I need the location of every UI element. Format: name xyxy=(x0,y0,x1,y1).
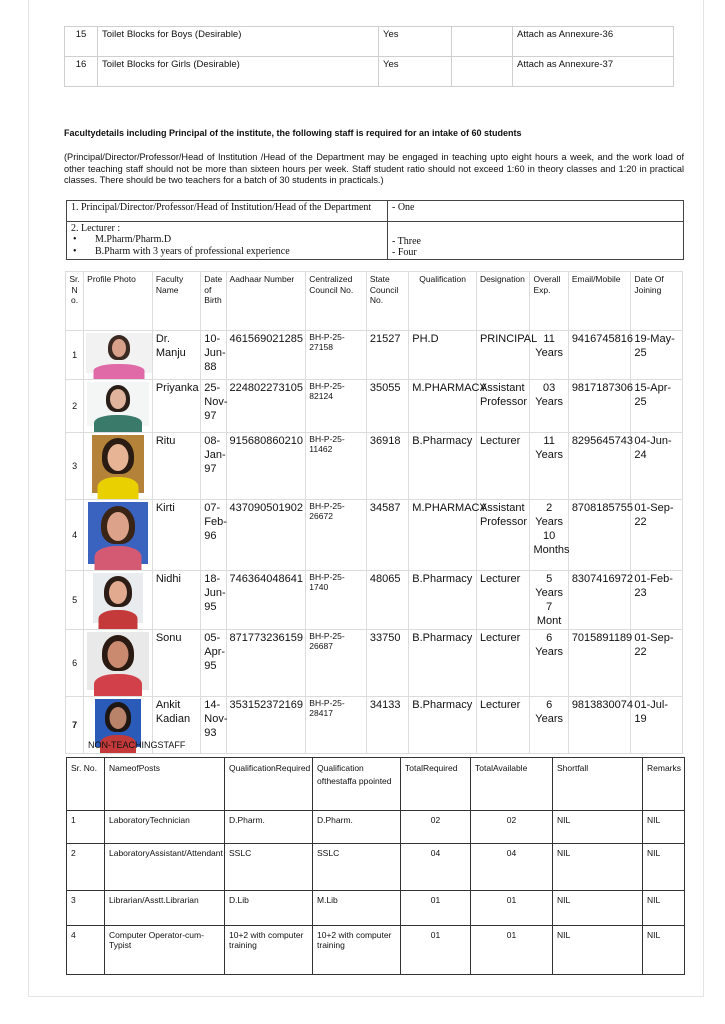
qualification: B.Pharmacy xyxy=(409,630,477,697)
qualification-required: 10+2 with computer training xyxy=(225,926,313,975)
header-contact: Email/Mobile xyxy=(568,272,631,331)
aadhaar-number: 224802273105 xyxy=(226,380,306,433)
aadhaar-number: 461569021285 xyxy=(226,331,306,380)
total-available: 04 xyxy=(471,844,553,891)
photo-clothing xyxy=(98,477,139,499)
photo-face xyxy=(107,512,129,541)
email-mobile: 9817187306 xyxy=(568,380,631,433)
centralized-council-number: BH-P-25-26687 xyxy=(306,630,367,697)
requirement-principal-count: - One xyxy=(388,201,684,222)
post-name: LaboratoryTechnician xyxy=(105,811,225,844)
aadhaar-number: 915680860210 xyxy=(226,433,306,500)
table-row xyxy=(67,222,684,260)
total-available: 02 xyxy=(471,811,553,844)
header-shortfall: Shortfall xyxy=(553,758,643,811)
date-of-joining: 01-Feb-23 xyxy=(631,571,683,630)
profile-photo xyxy=(88,502,148,564)
centralized-council-number: BH-P-25-82124 xyxy=(306,380,367,433)
non-teaching-table-body xyxy=(67,811,685,975)
table-row xyxy=(66,571,683,630)
row-number: 6 xyxy=(66,630,84,697)
date-of-birth: 25-Nov-97 xyxy=(201,380,226,433)
post-name: Librarian/Asstt.Librarian xyxy=(105,891,225,926)
profile-photo-cell xyxy=(84,331,153,380)
facility-status: Yes xyxy=(379,27,452,57)
header-name: Faculty Name xyxy=(152,272,200,331)
date-of-birth: 10-Jun-88 xyxy=(201,331,226,380)
photo-face xyxy=(108,444,129,471)
row-number: 1 xyxy=(67,811,105,844)
header-total-available: TotalAvailable xyxy=(471,758,553,811)
requirement-principal: 1. Principal/Director/Professor/Head of Institution/Head of the Department xyxy=(67,201,388,222)
overall-experience: 6 Years xyxy=(530,630,568,697)
aadhaar-number: 353152372169 xyxy=(226,697,306,754)
overall-experience: 5 Years 7 Mont xyxy=(530,571,568,630)
qualification-required: D.Lib xyxy=(225,891,313,926)
overall-experience: 6 Years xyxy=(530,697,568,754)
qualification: M.PHARMACY xyxy=(409,380,477,433)
email-mobile: 8307416972 xyxy=(568,571,631,630)
non-teaching-heading: NON-TEACHINGSTAFF xyxy=(88,740,186,750)
date-of-birth: 14-Nov-93 xyxy=(201,697,226,754)
post-name: Computer Operator-cum-Typist xyxy=(105,926,225,975)
post-name: LaboratoryAssistant/Attendant xyxy=(105,844,225,891)
centralized-council-number: BH-P-25-11462 xyxy=(306,433,367,500)
facilities-table xyxy=(64,26,674,87)
photo-face xyxy=(110,707,127,729)
centralized-council-number: BH-P-25-1740 xyxy=(306,571,367,630)
row-number: 15 xyxy=(65,27,98,57)
requirement-lecturer-title: 2. Lecturer : xyxy=(71,223,121,234)
overall-experience: 11 Years xyxy=(530,331,568,380)
requirement-lecturer xyxy=(67,222,388,260)
table-row xyxy=(66,331,683,380)
header-qualification: Qualification xyxy=(409,272,477,331)
header-total-required: TotalRequired xyxy=(401,758,471,811)
designation: PRINCIPAL xyxy=(476,331,530,380)
empty-cell xyxy=(452,27,513,57)
header-designation: Designation xyxy=(476,272,530,331)
profile-photo xyxy=(92,435,144,493)
header-council: Centralized Council No. xyxy=(306,272,367,331)
header-qualification-appointed: Qualification ofthestaffa ppointed xyxy=(313,758,401,811)
state-council-number: 36918 xyxy=(366,433,408,500)
email-mobile: 7015891189 xyxy=(568,630,631,697)
qualification: B.Pharmacy xyxy=(409,433,477,500)
qualification-appointed: D.Pharm. xyxy=(313,811,401,844)
profile-photo-cell xyxy=(84,630,153,697)
centralized-council-number: BH-P-25-28417 xyxy=(306,697,367,754)
aadhaar-number: 871773236159 xyxy=(226,630,306,697)
shortfall: NIL xyxy=(553,891,643,926)
qualification-appointed: 10+2 with computer training xyxy=(313,926,401,975)
photo-clothing xyxy=(94,364,145,379)
empty-cell xyxy=(452,57,513,87)
requirement-lecturer-count xyxy=(388,222,684,260)
row-number: 3 xyxy=(67,891,105,926)
state-council-number: 34133 xyxy=(366,697,408,754)
table-row xyxy=(66,380,683,433)
aadhaar-number: 437090501902 xyxy=(226,500,306,571)
overall-experience: 03 Years xyxy=(530,380,568,433)
date-of-joining: 01-Sep-22 xyxy=(631,500,683,571)
qualification-required: SSLC xyxy=(225,844,313,891)
photo-face xyxy=(108,641,129,668)
faculty-name: Kirti xyxy=(152,500,200,571)
date-of-joining: 01-Jul-19 xyxy=(631,697,683,754)
profile-photo-cell xyxy=(84,380,153,433)
faculty-section-heading: Facultydetails including Principal of the institute, the following staff is required for an intake of 60 students xyxy=(64,128,522,138)
total-required: 02 xyxy=(401,811,471,844)
qualification: PH.D xyxy=(409,331,477,380)
header-doj: Date Of Joining xyxy=(631,272,683,331)
date-of-joining: 15-Apr-25 xyxy=(631,380,683,433)
photo-clothing xyxy=(95,546,142,570)
profile-photo-cell xyxy=(84,433,153,500)
table-row xyxy=(67,201,684,222)
photo-face xyxy=(110,389,126,409)
aadhaar-number: 746364048641 xyxy=(226,571,306,630)
email-mobile: 9813830074 xyxy=(568,697,631,754)
facility-remark: Attach as Annexure-36 xyxy=(513,27,674,57)
profile-photo-cell xyxy=(84,500,153,571)
shortfall: NIL xyxy=(553,844,643,891)
table-header-row xyxy=(67,758,685,811)
faculty-table-body xyxy=(66,331,683,754)
table-row xyxy=(67,926,685,975)
photo-face xyxy=(112,339,126,357)
designation: Lecturer xyxy=(476,697,530,754)
non-teaching-table xyxy=(66,757,685,975)
profile-photo xyxy=(87,632,149,690)
state-council-number: 33750 xyxy=(366,630,408,697)
qualification: B.Pharmacy xyxy=(409,697,477,754)
faculty-name: Dr. Manju xyxy=(152,331,200,380)
state-council-number: 34587 xyxy=(366,500,408,571)
row-number: 4 xyxy=(66,500,84,571)
table-row xyxy=(66,630,683,697)
requirement-count-three: - Three xyxy=(392,236,421,247)
email-mobile: 8708185755 xyxy=(568,500,631,571)
table-header-row xyxy=(66,272,683,331)
header-aadhaar: Aadhaar Number xyxy=(226,272,306,331)
photo-clothing xyxy=(94,415,142,432)
facility-status: Yes xyxy=(379,57,452,87)
profile-photo xyxy=(93,573,143,623)
qualification-appointed: SSLC xyxy=(313,844,401,891)
date-of-birth: 18-Jun-95 xyxy=(201,571,226,630)
state-council-number: 35055 xyxy=(366,380,408,433)
date-of-birth: 07-Feb-96 xyxy=(201,500,226,571)
table-row xyxy=(67,891,685,926)
facility-remark: Attach as Annexure-37 xyxy=(513,57,674,87)
header-sr: Sr. N o. xyxy=(66,272,84,331)
qualification-required: D.Pharm. xyxy=(225,811,313,844)
qualification-appointed: M.Lib xyxy=(313,891,401,926)
faculty-section-note: (Principal/Director/Professor/Head of Institution /Head of the Department may be engaged in teaching upto eight hours a week, and the work load of other teaching staff should not be more than sixteen hours per week. Staff student ratio should not exceed 1:60 in theory classes and 1:20 in practical classes. There should be two teachers for a batch of 30 students in practicals.) xyxy=(64,152,684,185)
remarks: NIL xyxy=(643,926,685,975)
row-number: 7 xyxy=(66,697,84,754)
table-row xyxy=(65,57,674,87)
date-of-birth: 05-Apr-95 xyxy=(201,630,226,697)
header-dob: Date of Birth xyxy=(201,272,226,331)
shortfall: NIL xyxy=(553,926,643,975)
total-required: 01 xyxy=(401,926,471,975)
qualification: M.PHARMACY xyxy=(409,500,477,571)
requirement-count-four: - Four xyxy=(392,247,417,258)
row-number: 2 xyxy=(66,380,84,433)
designation: Assistant Professor xyxy=(476,500,530,571)
date-of-joining: 19-May-25 xyxy=(631,331,683,380)
remarks: NIL xyxy=(643,891,685,926)
row-number: 5 xyxy=(66,571,84,630)
designation: Assistant Professor xyxy=(476,380,530,433)
facility-name: Toilet Blocks for Girls (Desirable) xyxy=(98,57,379,87)
faculty-name: Sonu xyxy=(152,630,200,697)
row-number: 2 xyxy=(67,844,105,891)
qualification: B.Pharmacy xyxy=(409,571,477,630)
table-row xyxy=(66,500,683,571)
overall-experience: 11 Years xyxy=(530,433,568,500)
faculty-name: Ritu xyxy=(152,433,200,500)
total-required: 04 xyxy=(401,844,471,891)
designation: Lecturer xyxy=(476,630,530,697)
list-item: • B.Pharm with 3 years of professional experience xyxy=(71,246,383,258)
header-experience: Overall Exp. xyxy=(530,272,568,331)
faculty-name: Nidhi xyxy=(152,571,200,630)
email-mobile: 9416745816 xyxy=(568,331,631,380)
total-available: 01 xyxy=(471,891,553,926)
shortfall: NIL xyxy=(553,811,643,844)
table-row xyxy=(67,844,685,891)
state-council-number: 48065 xyxy=(366,571,408,630)
photo-clothing xyxy=(99,610,138,629)
table-row xyxy=(67,811,685,844)
header-qualification-required: QualificationRequired xyxy=(225,758,313,811)
profile-photo-cell xyxy=(84,571,153,630)
remarks: NIL xyxy=(643,811,685,844)
email-mobile: 8295645743 xyxy=(568,433,631,500)
row-number: 4 xyxy=(67,926,105,975)
staff-requirement-table xyxy=(66,200,684,260)
row-number: 3 xyxy=(66,433,84,500)
total-required: 01 xyxy=(401,891,471,926)
table-row xyxy=(65,27,674,57)
centralized-council-number: BH-P-25-26672 xyxy=(306,500,367,571)
remarks: NIL xyxy=(643,844,685,891)
row-number: 1 xyxy=(66,331,84,380)
faculty-name: Priyanka xyxy=(152,380,200,433)
header-remarks: Remarks xyxy=(643,758,685,811)
designation: Lecturer xyxy=(476,433,530,500)
photo-face xyxy=(109,581,127,604)
header-state-council: State Council No. xyxy=(366,272,408,331)
row-number: 16 xyxy=(65,57,98,87)
state-council-number: 21527 xyxy=(366,331,408,380)
overall-experience: 2 Years 10 Months xyxy=(530,500,568,571)
header-sr: Sr. No. xyxy=(67,758,105,811)
header-photo: Profile Photo xyxy=(84,272,153,331)
faculty-name: Ankit Kadian xyxy=(152,697,200,754)
faculty-table xyxy=(65,271,683,754)
requirement-lecturer-list xyxy=(71,234,383,258)
designation: Lecturer xyxy=(476,571,530,630)
date-of-joining: 04-Jun-24 xyxy=(631,433,683,500)
table-row xyxy=(66,433,683,500)
photo-clothing xyxy=(94,674,142,696)
centralized-council-number: BH-P-25-27158 xyxy=(306,331,367,380)
date-of-birth: 08-Jan-97 xyxy=(201,433,226,500)
facility-name: Toilet Blocks for Boys (Desirable) xyxy=(98,27,379,57)
header-post: NameofPosts xyxy=(105,758,225,811)
total-available: 01 xyxy=(471,926,553,975)
list-item: • M.Pharm/Pharm.D xyxy=(71,234,383,246)
profile-photo xyxy=(86,333,152,373)
date-of-joining: 01-Sep-22 xyxy=(631,630,683,697)
profile-photo xyxy=(87,382,149,426)
